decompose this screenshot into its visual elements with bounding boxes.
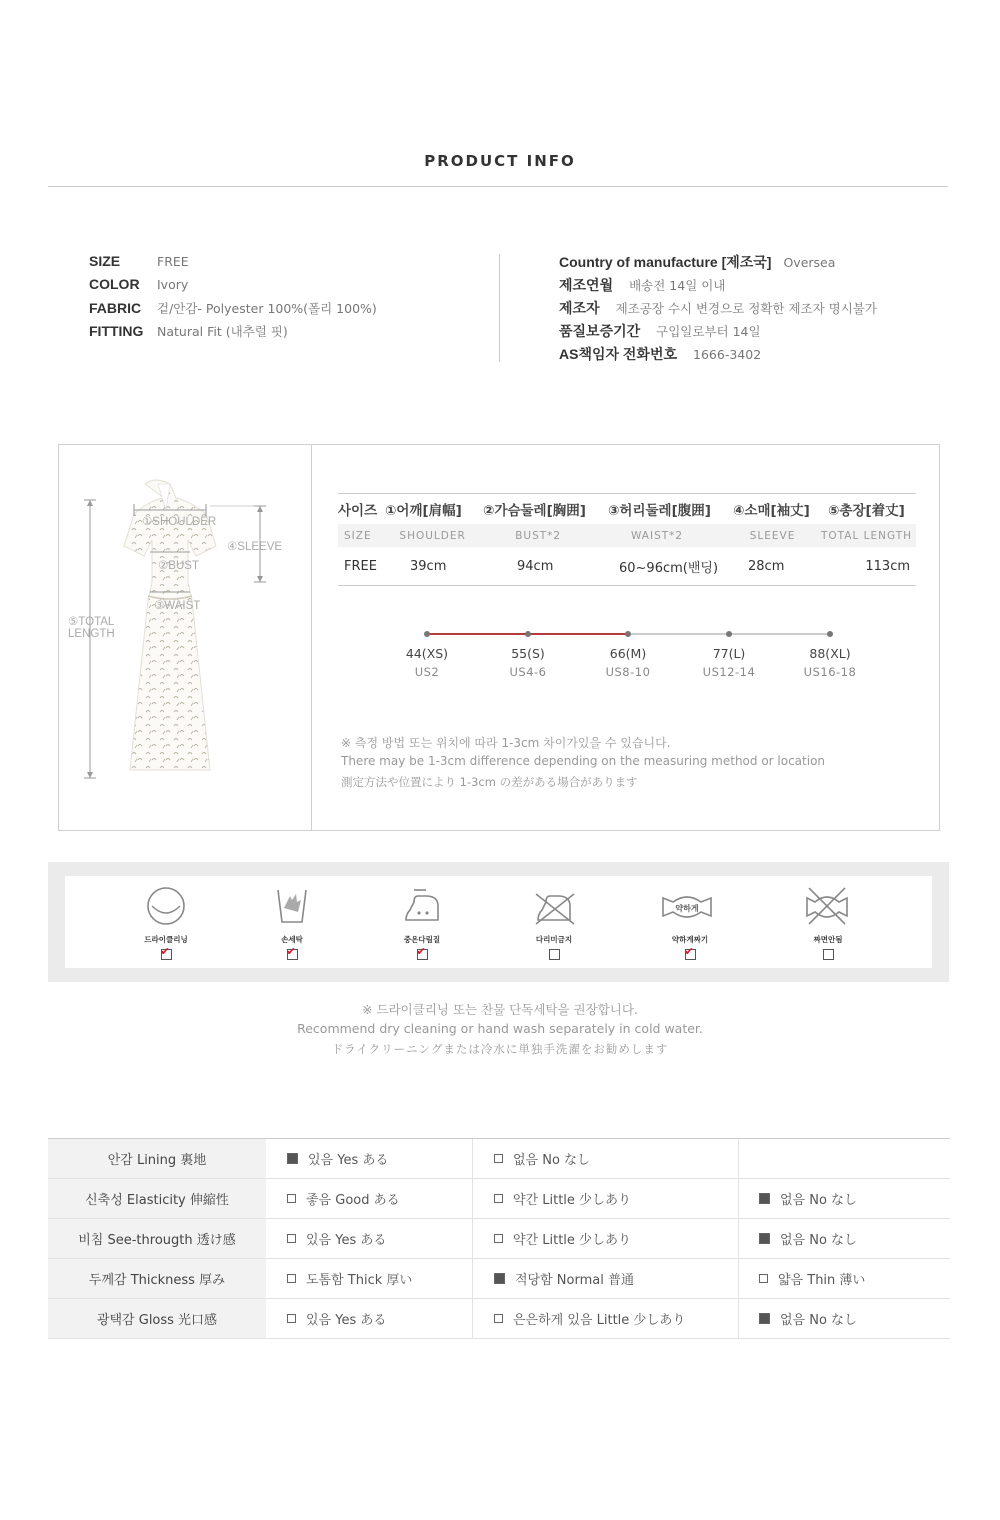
option-box bbox=[494, 1234, 503, 1243]
spec-label: FABRIC bbox=[89, 300, 142, 316]
fabric-option bbox=[266, 1219, 473, 1258]
dry-clean-icon bbox=[144, 884, 188, 928]
option-box bbox=[287, 1194, 296, 1203]
care-iron bbox=[382, 884, 462, 960]
care-label: 드라이클리닝 bbox=[144, 935, 188, 944]
origin-label: AS책임자 전화번호 bbox=[559, 346, 678, 362]
sub-sleeve: SLEEVE bbox=[749, 529, 796, 542]
care-note-en: Recommend dry cleaning or hand wash separately in cold water. bbox=[297, 1021, 703, 1036]
origin-value: 제조공장 수시 변경으로 정확한 제조자 명시불가 bbox=[615, 301, 877, 316]
cell-shoulder: 39cm bbox=[410, 558, 447, 574]
origin-country bbox=[559, 252, 835, 272]
fabric-option bbox=[473, 1259, 739, 1298]
size-panel-divider bbox=[311, 445, 312, 830]
fabric-row-label: 신축성 Elasticity 伸縮性 bbox=[48, 1179, 266, 1218]
th-sleeve: ④소매[袖丈] bbox=[733, 503, 810, 519]
spec-fitting bbox=[89, 322, 288, 340]
total-label: ⑤TOTAL bbox=[68, 616, 115, 628]
option-box bbox=[287, 1234, 296, 1243]
option-box bbox=[759, 1233, 770, 1244]
care-label: 약하게짜기 bbox=[671, 935, 709, 944]
size-table-header bbox=[338, 493, 916, 524]
option-text: 좋음 Good ある bbox=[306, 1193, 400, 1208]
scale-dot-m bbox=[625, 631, 631, 637]
option-box bbox=[759, 1313, 770, 1324]
option-box bbox=[287, 1274, 296, 1283]
sub-waist: WAIST*2 bbox=[630, 529, 684, 542]
origin-label: 제조자 bbox=[559, 300, 600, 316]
origin-phone bbox=[559, 344, 761, 364]
spec-size bbox=[89, 253, 189, 270]
fabric-row-gloss bbox=[48, 1299, 950, 1339]
option-text: 없음 No なし bbox=[780, 1233, 858, 1248]
fabric-option-empty bbox=[739, 1139, 950, 1178]
care-checkbox bbox=[161, 949, 172, 960]
size-table-row bbox=[338, 547, 916, 586]
spec-value: Ivory bbox=[157, 277, 189, 292]
origin-date bbox=[559, 275, 725, 295]
option-text: 없음 No なし bbox=[780, 1193, 858, 1208]
care-hand-wash bbox=[252, 884, 332, 960]
th-total: ⑤총장[着丈] bbox=[828, 503, 905, 519]
spec-value: FREE bbox=[157, 254, 189, 269]
option-box bbox=[494, 1154, 503, 1163]
cell-waist: 60~96cm(밴딩) bbox=[619, 560, 719, 576]
cell-total: 113cm bbox=[865, 558, 910, 574]
origin-label: 품질보증기간 bbox=[559, 323, 641, 339]
care-checkbox bbox=[549, 949, 560, 960]
scale-us-xl: US16-18 bbox=[803, 665, 857, 679]
scale-us-m: US8-10 bbox=[605, 665, 651, 679]
th-size: 사이즈 bbox=[338, 503, 378, 519]
origin-warranty bbox=[559, 321, 761, 341]
fabric-option bbox=[266, 1259, 473, 1298]
scale-label-xl: 88(XL) bbox=[809, 646, 851, 661]
origin-label: Country of manufacture [제조국] bbox=[559, 254, 772, 270]
fabric-row-label: 안감 Lining 裏地 bbox=[48, 1139, 266, 1178]
care-label: 손세탁 bbox=[281, 935, 303, 944]
origin-maker bbox=[559, 298, 877, 318]
option-box bbox=[494, 1194, 503, 1203]
bust-label: ②BUST bbox=[158, 560, 199, 572]
fabric-option bbox=[739, 1259, 950, 1298]
wring-gently-icon bbox=[659, 884, 715, 928]
fabric-option bbox=[266, 1139, 473, 1178]
option-text: 도톰함 Thick 厚い bbox=[306, 1273, 413, 1288]
scale-label-s: 55(S) bbox=[511, 646, 545, 661]
scale-dot-l bbox=[726, 631, 732, 637]
shoulder-label: ①SHOULDER bbox=[142, 516, 217, 528]
care-checkbox bbox=[417, 949, 428, 960]
cell-sleeve: 28cm bbox=[748, 558, 785, 574]
measure-note-kr: ※ 측정 방법 또는 위치에 따라 1-3cm 차이가있을 수 있습니다. bbox=[341, 736, 671, 750]
option-text: 있음 Yes ある bbox=[308, 1153, 389, 1168]
length-label: LENGTH bbox=[68, 628, 115, 640]
size-table bbox=[338, 493, 916, 586]
scale-us-s: US4-6 bbox=[509, 665, 547, 679]
iron-icon bbox=[400, 884, 444, 928]
no-iron-icon bbox=[532, 884, 576, 928]
fabric-row-label: 광택감 Gloss 光口感 bbox=[48, 1299, 266, 1338]
origin-value: 배송전 14일 이내 bbox=[629, 278, 726, 293]
option-text: 있음 Yes ある bbox=[306, 1313, 387, 1328]
option-box bbox=[494, 1314, 503, 1323]
care-checkbox bbox=[287, 949, 298, 960]
fabric-option bbox=[266, 1299, 473, 1338]
cell-bust: 94cm bbox=[517, 558, 554, 574]
care-note-jp: ドライクリーニングまたは冷水に単独手洗濯をお勧めします bbox=[331, 1042, 669, 1056]
fabric-row-seethrough bbox=[48, 1219, 950, 1259]
option-box bbox=[759, 1274, 768, 1283]
option-box bbox=[494, 1273, 505, 1284]
option-text: 없음 No なし bbox=[513, 1153, 591, 1168]
scale-label-xs: 44(XS) bbox=[405, 646, 449, 661]
option-text: 약간 Little 少しあり bbox=[513, 1193, 632, 1208]
spec-fabric bbox=[89, 299, 377, 317]
fabric-option bbox=[473, 1299, 739, 1338]
scale-label-l: 77(L) bbox=[712, 646, 746, 661]
fabric-row-label: 비침 See-througth 透け感 bbox=[48, 1219, 266, 1258]
care-note-kr: ※ 드라이클리닝 또는 찬물 단독세탁을 권장합니다. bbox=[362, 1002, 638, 1017]
care-label: 짜면안됨 bbox=[813, 935, 843, 944]
option-box bbox=[287, 1314, 296, 1323]
fabric-option bbox=[473, 1179, 739, 1218]
scale-label-m: 66(M) bbox=[609, 646, 647, 661]
fabric-option bbox=[266, 1179, 473, 1218]
care-checkbox bbox=[823, 949, 834, 960]
option-text: 있음 Yes ある bbox=[306, 1233, 387, 1248]
sub-total: TOTAL LENGTH bbox=[820, 529, 913, 542]
sleeve-label: ④SLEEVE bbox=[227, 541, 283, 553]
wring-text: 약하게 bbox=[675, 904, 699, 913]
origin-value: 구입일로부터 14일 bbox=[656, 324, 761, 339]
no-wring-icon bbox=[803, 884, 851, 928]
info-divider bbox=[499, 254, 500, 362]
scale-dot-s bbox=[525, 631, 531, 637]
fabric-row-lining bbox=[48, 1139, 950, 1179]
spec-label: COLOR bbox=[89, 276, 140, 292]
th-waist: ③허리둘레[腹囲] bbox=[608, 503, 711, 519]
fabric-option bbox=[473, 1219, 739, 1258]
spec-value: 겉/안감- Polyester 100%(폴리 100%) bbox=[157, 301, 377, 316]
size-table-subheader bbox=[338, 524, 916, 547]
scale-us-l: US12-14 bbox=[702, 665, 756, 679]
fabric-option bbox=[473, 1139, 739, 1178]
page-title: PRODUCT INFO bbox=[424, 152, 576, 170]
origin-value: 1666-3402 bbox=[693, 347, 762, 362]
fabric-option bbox=[739, 1179, 950, 1218]
measure-note-jp: 測定方法や位置により 1-3cm の差がある場合があります bbox=[341, 775, 638, 789]
care-dry-clean bbox=[126, 884, 206, 960]
care-no-iron bbox=[514, 884, 594, 960]
origin-value: Oversea bbox=[783, 255, 836, 270]
spec-label: FITTING bbox=[89, 323, 144, 339]
care-label: 중온다림질 bbox=[403, 935, 441, 944]
sub-bust: BUST*2 bbox=[515, 529, 562, 542]
option-text: 약간 Little 少しあり bbox=[513, 1233, 632, 1248]
fabric-row-elasticity bbox=[48, 1179, 950, 1219]
care-checkbox bbox=[685, 949, 696, 960]
option-text: 얇음 Thin 薄い bbox=[778, 1273, 866, 1288]
origin-label: 제조연월 bbox=[559, 277, 614, 293]
fabric-option bbox=[739, 1299, 950, 1338]
scale-dot-xl bbox=[827, 631, 833, 637]
option-box bbox=[759, 1193, 770, 1204]
title-divider bbox=[48, 186, 948, 187]
th-bust: ②가슴둘레[胸囲] bbox=[483, 503, 586, 519]
option-text: 은은하게 있음 Little 少しあり bbox=[513, 1313, 686, 1328]
spec-color bbox=[89, 276, 188, 293]
care-wring-gently bbox=[650, 884, 730, 960]
cell-size: FREE bbox=[344, 558, 377, 574]
care-no-wring bbox=[788, 884, 868, 960]
sub-size: SIZE bbox=[344, 529, 372, 542]
fabric-option bbox=[739, 1219, 950, 1258]
option-text: 없음 No なし bbox=[780, 1313, 858, 1328]
option-text: 적당함 Normal 普通 bbox=[515, 1273, 634, 1288]
hand-wash-icon bbox=[270, 884, 314, 928]
sub-shoulder: SHOULDER bbox=[399, 529, 466, 542]
th-shoulder: ①어깨[肩幅] bbox=[385, 503, 462, 519]
scale-us-xs: US2 bbox=[414, 665, 440, 679]
fabric-row-label: 두께감 Thickness 厚み bbox=[48, 1259, 266, 1298]
spec-value: Natural Fit (내추럴 핏) bbox=[157, 324, 288, 339]
scale-dot-xs bbox=[424, 631, 430, 637]
fabric-row-thickness bbox=[48, 1259, 950, 1299]
option-box bbox=[287, 1153, 298, 1164]
spec-label: SIZE bbox=[89, 253, 121, 269]
care-label: 다리미금지 bbox=[535, 935, 573, 944]
waist-label: ③WAIST bbox=[154, 600, 201, 612]
fabric-table bbox=[48, 1138, 950, 1339]
measure-note-en: There may be 1-3cm difference depending on the measuring method or location bbox=[341, 754, 826, 768]
